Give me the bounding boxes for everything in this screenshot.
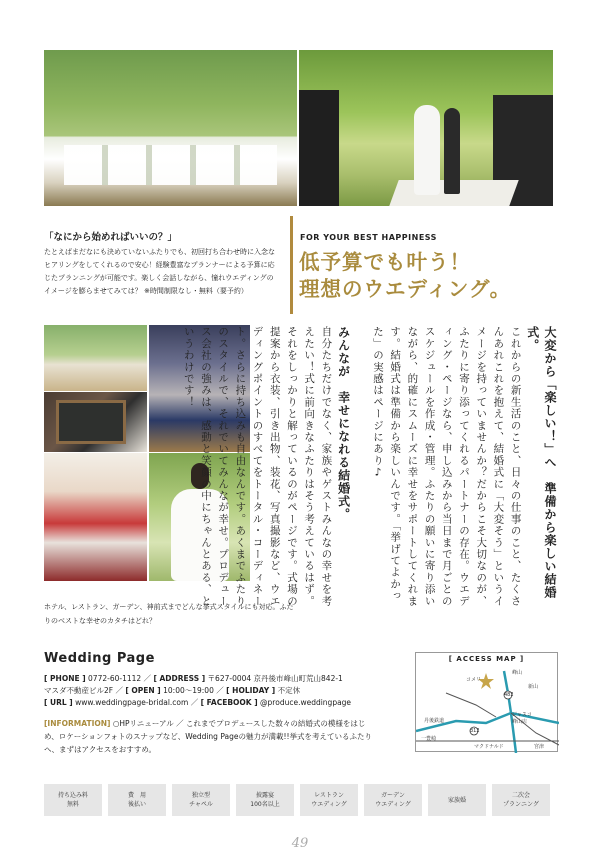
- url-label: [ URL ]: [44, 698, 73, 707]
- url-link[interactable]: www.weddingpage-bridal.com: [75, 698, 189, 707]
- info-information: [44, 717, 374, 756]
- tagline: FOR YOUR BEST HAPPINESS: [300, 233, 437, 242]
- map-label-312: 312: [470, 728, 480, 734]
- tag-100guests: 披露宴 100名以上: [236, 784, 294, 816]
- red-tent-party-photo: [44, 453, 147, 581]
- headline: 低予算でも叶う！ 理想のウエディング。: [299, 250, 512, 301]
- holiday-label: [ HOLIDAY ]: [226, 686, 276, 695]
- outdoor-ceremony-photo: [299, 50, 553, 206]
- tag-chapel: 独立型 チャペル: [172, 784, 230, 816]
- company-name: Wedding Page: [44, 651, 155, 666]
- map-label-shinyama: 新山: [528, 684, 539, 690]
- tag-family: 家族婚: [428, 784, 486, 816]
- map-label-mcdonalds: マクドナルド: [474, 744, 504, 750]
- chalkboard: [56, 400, 126, 444]
- article-paragraph-2: 自分たちだけでなく、家族やゲストみんなの幸せを考えたい！式に前向きなふたりはそう考えているはず。それをしっかりと解っているのがページです。式場の提案から衣装、引き出物、装花、写真撮影など、ウエディングポイントのすべてをトータル・コーディネート。さらに持ち込みも自由なんです。あくまでふたりのスタイルで、それでいてみんなが幸せ。プロデュース会社の強みは、感動と笑顔の中にちゃんとある、というわけです！: [182, 326, 333, 607]
- map-roads: [416, 653, 559, 753]
- white-tables: [64, 145, 277, 185]
- article-heading-1: 大変から「楽しい！」へ 準備から楽しい結婚式。: [525, 326, 557, 599]
- holiday-value: 不定休: [277, 686, 301, 695]
- info-hours: マスダ不動産ビル2F ／ [ OPEN ] 10:00〜19:00 ／ [ HOLIDAY ] 不定休: [44, 686, 301, 695]
- tag-afterparty: 二次会 プランニング: [492, 784, 550, 816]
- facebook-label: [ FACEBOOK ]: [200, 698, 258, 707]
- address-value: 〒627-0004 京丹後市峰山町荒山842-1: [207, 674, 343, 683]
- phone-value: 0772-60-1112: [88, 674, 142, 683]
- article-paragraph-1: これからの新生活のこと、日々の仕事のこと、たくさんあれこれを抱えて、結婚式に「大変そう」というイメージを持っていませんか？だからこそ大切なのが、ふたりに寄り添ってくれるパートナーの存在。ウエディング・ページなら、申し込みから当日まで月ごとのスケジュールを作成・管理。ふたりの願いに寄り添いながら、的確にスムーズに幸せをサポートしてくれます。結婚式は準備から楽しいんです。「挙げてよかった」の実感はページにあり♪: [371, 326, 522, 607]
- map-label-komeri: コメリ: [466, 677, 482, 683]
- map-label-mineyama: 峰山: [512, 670, 523, 676]
- article-vertical: [182, 326, 558, 616]
- info-phone-address: [ PHONE ] 0772-60-1112 ／ [ ADDRESS ] 〒627-0004 京丹後市峰山町荒山842-1: [44, 674, 343, 683]
- facebook-link[interactable]: @produce.weddingpage: [260, 698, 352, 707]
- map-label-ichigaru: 一豊崎: [421, 736, 437, 742]
- tag-garden: ガーデン ウエディング: [364, 784, 422, 816]
- tag-mochikomi: 持ち込み料 無料: [44, 784, 102, 816]
- address-label: [ ADDRESS ]: [153, 674, 206, 683]
- open-value: 10:00〜19:00: [163, 686, 214, 695]
- information-label: [INFORMATION]: [44, 719, 111, 728]
- welcome-board-photo: [44, 392, 147, 452]
- address2-value: マスダ不動産ビル2F: [44, 686, 114, 695]
- map-label-train: 丹後鉄道: [424, 718, 445, 724]
- access-map: [415, 652, 558, 752]
- guests-left: [299, 90, 339, 206]
- bride-figure: [414, 105, 440, 195]
- page-number: 49: [291, 836, 309, 851]
- intro-body: たとえばまだなにも決めていないふたりでも、初回打ち合わせ時に入念なヒアリングをしてくれるので安心！経験豊富なプランナーによる予算に応じたプランニングが可能です。楽しく会話しながら、憧れウエディングのイメージを膨らませてみては？ ※時間制限なし・無料（要予約）: [44, 248, 275, 295]
- garden-party-photo: [44, 50, 297, 206]
- tag-atobarai: 費 用 後払い: [108, 784, 166, 816]
- phone-label: [ PHONE ]: [44, 674, 86, 683]
- map-label-jusco: ジャスコ 峰山店: [512, 712, 532, 725]
- open-label: [ OPEN ]: [125, 686, 161, 695]
- gold-divider: [290, 216, 293, 314]
- photo-caption: ホテル、レストラン、ガーデン、神前式までどんな挙式スタイルにも対応。ふたりのベストな幸せのカタチはどれ？: [44, 603, 294, 625]
- drinks-table-photo: [44, 325, 147, 391]
- intro-question: 「なにから始めればいいの？」: [44, 232, 178, 243]
- map-label-route: 482: [504, 692, 514, 698]
- article-heading-2: みんなが 幸せになれる結婚式。: [336, 326, 351, 521]
- information-text: ○HPリニューアル ／ これまでプロデュースした数々の結婚式の模様をはじめ、ロケーションフォトのスナップなど、Wedding Pageの魅力が満載!!挙式を考えているふたりへ、まずはアクセスをおすすめ。: [44, 719, 372, 754]
- info-web: [ URL ] www.weddingpage-bridal.com ／ [ FACEBOOK ] @produce.weddingpage: [44, 698, 352, 707]
- tag-restaurant: レストラン ウエディング: [300, 784, 358, 816]
- groom-figure: [444, 108, 460, 194]
- map-title: [ ACCESS MAP ]: [448, 655, 525, 663]
- map-label-miyazu: 宮津: [534, 744, 545, 750]
